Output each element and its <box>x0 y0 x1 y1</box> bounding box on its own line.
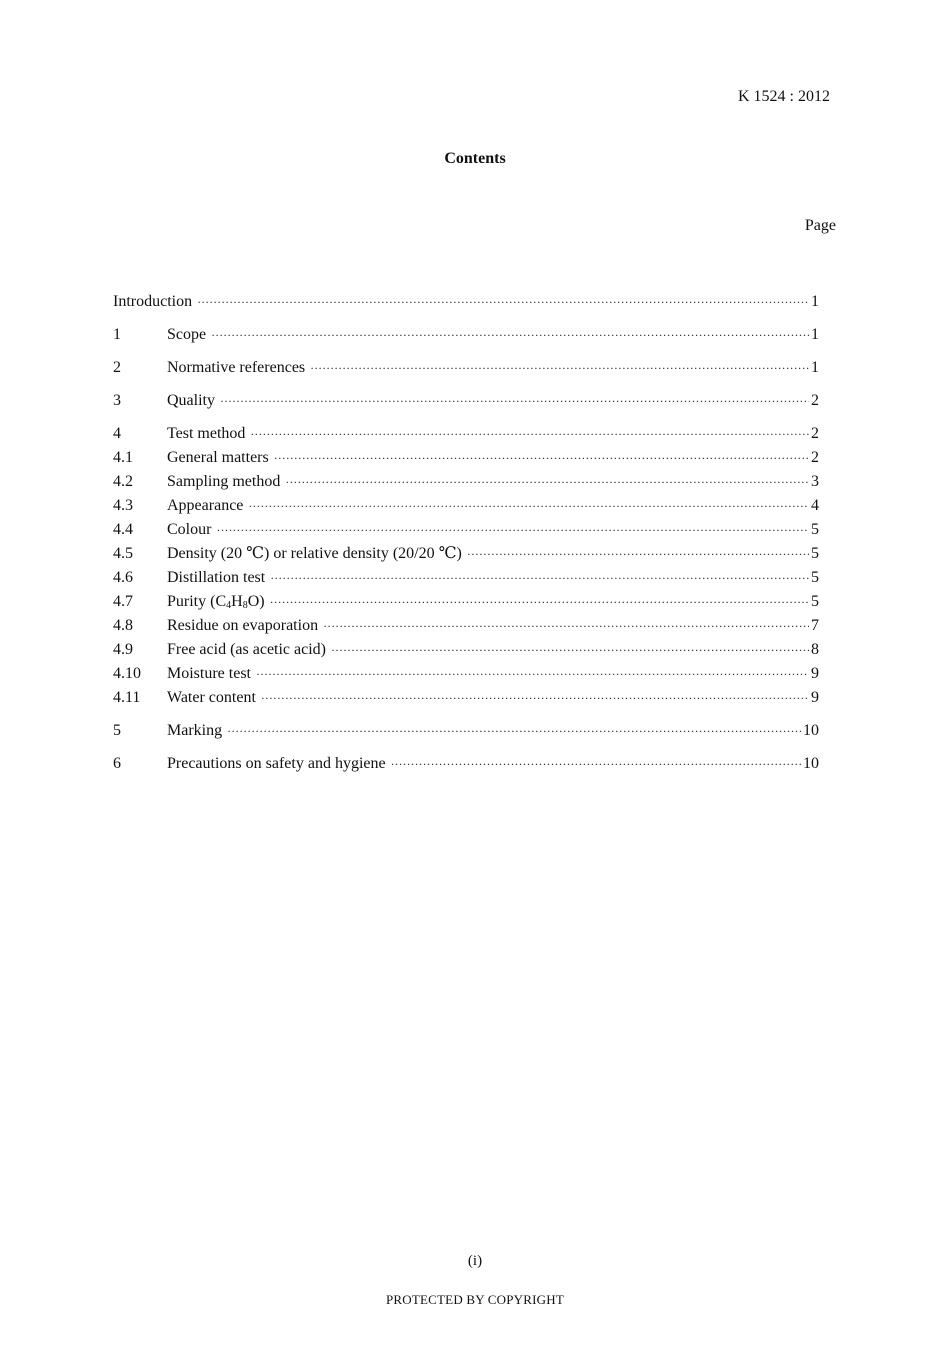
toc-entry-title: Appearance <box>167 497 244 514</box>
toc-entry-title: Density (20 ℃) or relative density (20/20 ℃) <box>167 545 462 562</box>
toc-entry-colour[interactable] <box>113 518 819 542</box>
toc-entry-page: 2 <box>811 449 819 466</box>
toc-entry-title: General matters <box>167 449 269 466</box>
toc-entry-title: Marking <box>167 722 223 739</box>
toc-dot-leader <box>323 614 809 638</box>
toc-entry-page: 2 <box>811 425 819 442</box>
toc-entry-number: 4.6 <box>113 569 133 586</box>
toc-entry-number: 4.1 <box>113 449 133 466</box>
toc-title-prefix: Purity (C <box>167 593 227 610</box>
toc-entry-page: 5 <box>811 593 819 610</box>
toc-dot-leader <box>391 752 801 776</box>
toc-dot-leader <box>211 323 809 347</box>
toc-entry-water-content[interactable] <box>113 686 819 710</box>
toc-entry-marking[interactable] <box>113 719 819 743</box>
toc-dot-leader <box>467 542 809 566</box>
toc-entry-sampling-method[interactable] <box>113 470 819 494</box>
toc-entry-title: Residue on evaporation <box>167 617 319 634</box>
toc-entry-number: 4.9 <box>113 641 133 658</box>
toc-entry-moisture-test[interactable] <box>113 662 819 686</box>
toc-entry-page: 5 <box>811 569 819 586</box>
toc-entry-general-matters[interactable] <box>113 446 819 470</box>
toc-dot-leader <box>331 638 809 662</box>
toc-entry-title: Precautions on safety and hygiene <box>167 755 386 772</box>
toc-entry-page: 1 <box>811 326 819 343</box>
page-column-heading: Page <box>804 217 836 234</box>
toc-entry-page: 5 <box>811 521 819 538</box>
toc-entry-quality[interactable] <box>113 389 819 413</box>
page-folio: (i) <box>467 1253 483 1269</box>
toc-dot-leader <box>256 662 809 686</box>
toc-entry-residue-on-evaporation[interactable] <box>113 614 819 638</box>
toc-dot-leader <box>220 389 809 413</box>
toc-entry-title: Normative references <box>167 359 306 376</box>
toc-entry-page: 3 <box>811 473 819 490</box>
toc-entry-page: 9 <box>811 689 819 706</box>
copyright-notice: PROTECTED BY COPYRIGHT <box>386 1292 564 1307</box>
toc-entry-page: 8 <box>811 641 819 658</box>
toc-entry-title: Scope <box>167 326 207 343</box>
toc-entry-page: 2 <box>811 392 819 409</box>
subscript-8: 8 <box>242 600 248 611</box>
toc-dot-leader <box>270 566 809 590</box>
toc-dot-leader <box>250 422 809 446</box>
toc-entry-number: 4 <box>113 425 121 442</box>
toc-entry-title: Water content <box>167 689 256 706</box>
toc-dot-leader <box>216 518 809 542</box>
toc-entry-title <box>167 590 265 614</box>
toc-entry-precautions[interactable] <box>113 752 819 776</box>
toc-entry-distillation-test[interactable] <box>113 566 819 590</box>
toc-entry-number: 5 <box>113 722 121 739</box>
table-of-contents <box>113 290 819 776</box>
toc-entry-number: 4.8 <box>113 617 133 634</box>
toc-entry-number: 4.2 <box>113 473 133 490</box>
toc-dot-leader <box>197 290 809 314</box>
toc-entry-page: 5 <box>811 545 819 562</box>
toc-entry-page: 10 <box>803 722 819 739</box>
subscript-4: 4 <box>226 600 232 611</box>
toc-dot-leader <box>285 470 809 494</box>
toc-entry-free-acid[interactable] <box>113 638 819 662</box>
toc-entry-title: Quality <box>167 392 215 409</box>
toc-entry-normative-references[interactable] <box>113 356 819 380</box>
toc-title-mid: H <box>231 593 243 610</box>
toc-entry-number: 4.4 <box>113 521 133 538</box>
toc-entry-test-method[interactable] <box>113 422 819 446</box>
toc-entry-number: 4.3 <box>113 497 133 514</box>
toc-entry-page: 4 <box>811 497 819 514</box>
toc-entry-number: 4.11 <box>113 689 141 706</box>
toc-entry-number: 1 <box>113 326 121 343</box>
toc-entry-page: 1 <box>811 359 819 376</box>
toc-entry-introduction[interactable] <box>113 290 819 314</box>
toc-entry-number: 2 <box>113 359 121 376</box>
toc-dot-leader <box>227 719 801 743</box>
toc-entry-density[interactable] <box>113 542 819 566</box>
toc-entry-scope[interactable] <box>113 323 819 347</box>
toc-entry-page: 9 <box>811 665 819 682</box>
toc-entry-number: 4.7 <box>113 593 133 610</box>
toc-entry-number: 4.5 <box>113 545 133 562</box>
toc-entry-title: Free acid (as acetic acid) <box>167 641 327 658</box>
toc-entry-title: Sampling method <box>167 473 281 490</box>
toc-dot-leader <box>270 590 809 614</box>
toc-entry-page: 1 <box>811 293 819 310</box>
toc-entry-page: 7 <box>811 617 819 634</box>
toc-entry-number: 4.10 <box>113 665 141 682</box>
toc-entry-number: 3 <box>113 392 121 409</box>
toc-dot-leader <box>261 686 809 710</box>
toc-entry-appearance[interactable] <box>113 494 819 518</box>
toc-entry-title: Test method <box>167 425 246 442</box>
toc-entry-title: Moisture test <box>167 665 251 682</box>
toc-entry-title: Colour <box>167 521 212 538</box>
toc-entry-page: 10 <box>803 755 819 772</box>
toc-dot-leader <box>248 494 809 518</box>
toc-entry-number: 6 <box>113 755 121 772</box>
page-title: Contents <box>444 150 506 167</box>
toc-title-suffix: O) <box>247 593 265 610</box>
document-code: K 1524 : 2012 <box>738 88 830 105</box>
toc-entry-title: Distillation test <box>167 569 266 586</box>
toc-entry-purity[interactable] <box>113 590 819 614</box>
toc-entry-title: Introduction <box>113 293 193 310</box>
toc-dot-leader <box>310 356 809 380</box>
toc-dot-leader <box>274 446 809 470</box>
